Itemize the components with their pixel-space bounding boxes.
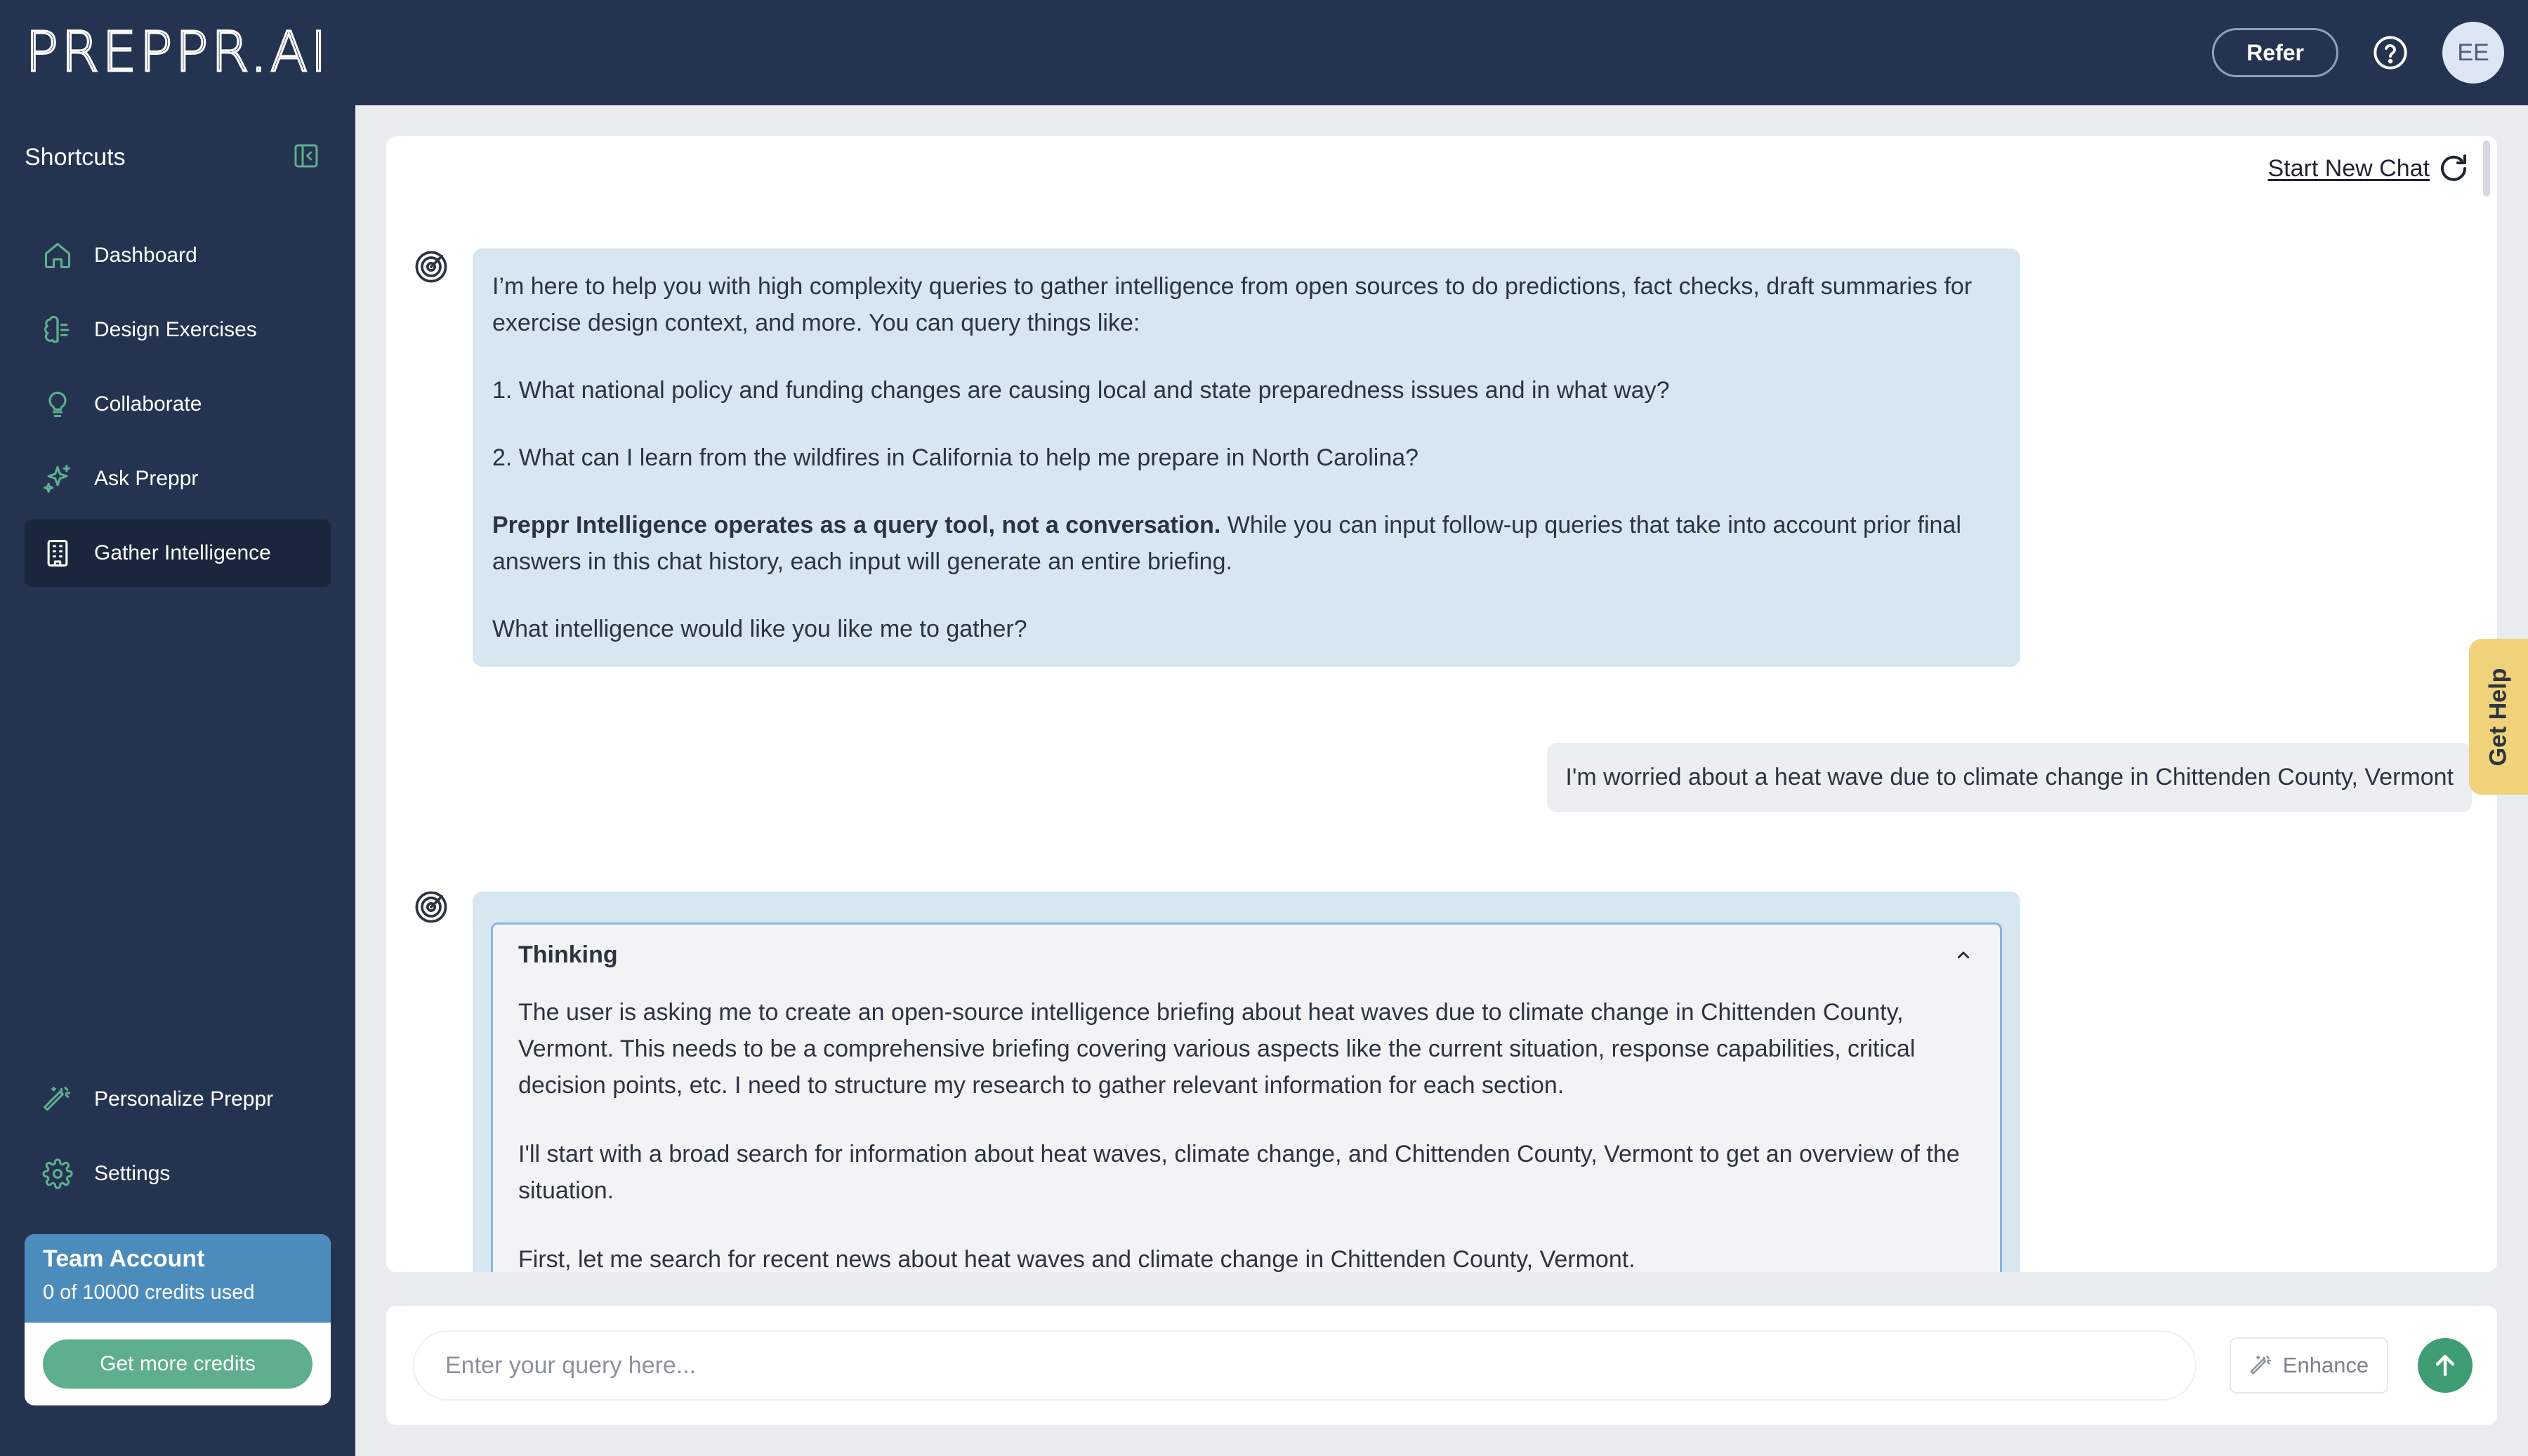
- sidebar-item-personalize-preppr[interactable]: [25, 1066, 331, 1133]
- credits-used-text: 0 of 10000 credits used: [43, 1281, 255, 1304]
- sidebar-item-settings[interactable]: [25, 1140, 331, 1207]
- sidebar-item-design-exercises[interactable]: [25, 296, 331, 364]
- send-button[interactable]: [2418, 1338, 2473, 1393]
- radar-bot-icon: [413, 249, 449, 285]
- sidebar-item-label: Ask Preppr: [94, 467, 199, 490]
- thinking-panel: [491, 922, 2002, 1272]
- sidebar-item-label: Personalize Preppr: [94, 1087, 274, 1111]
- intro-note-bold: Preppr Intelligence operates as a query tool, not a conversation.: [492, 512, 1221, 538]
- assistant-message-intro: [473, 249, 2020, 667]
- sparkles-icon: [42, 463, 73, 494]
- arrow-up-icon: [2430, 1350, 2461, 1381]
- sidebar-item-collaborate[interactable]: [25, 371, 331, 438]
- lightbulb-icon: [42, 389, 73, 420]
- get-help-tab[interactable]: [2469, 639, 2528, 795]
- thinking-header[interactable]: [518, 941, 1975, 969]
- radar-bot-icon: [413, 889, 449, 925]
- gear-icon: [42, 1158, 73, 1189]
- refer-button[interactable]: Refer: [2212, 28, 2338, 77]
- magic-wand-icon: [42, 1084, 73, 1115]
- user-avatar[interactable]: EE: [2442, 22, 2504, 84]
- enhance-label: Enhance: [2282, 1353, 2369, 1377]
- start-new-chat-label: Start New Chat: [2267, 154, 2430, 182]
- sidebar-title: Shortcuts: [25, 144, 126, 171]
- team-account-card: [25, 1234, 331, 1405]
- chat-panel: [386, 136, 2497, 1272]
- sidebar-item-label: Dashboard: [94, 244, 197, 267]
- thinking-paragraph: I'll start with a broad search for information about heat waves, climate change, and Chittenden County, Vermont to get an overview of the situation.: [518, 1141, 1960, 1204]
- magic-wand-icon: [2249, 1354, 2273, 1377]
- app-logo[interactable]: PREPPR.AI: [25, 21, 330, 84]
- thinking-paragraph: First, let me search for recent news about heat waves and climate change in Chittenden County, Vermont.: [518, 1246, 1635, 1272]
- top-header: [0, 0, 2528, 105]
- thinking-title: Thinking: [518, 941, 618, 968]
- team-account-title: Team Account: [43, 1245, 205, 1272]
- sidebar-item-ask-preppr[interactable]: [25, 445, 331, 512]
- user-message: I'm worried about a heat wave due to climate change in Chittenden County, Vermont: [1547, 743, 2472, 812]
- refresh-icon: [2437, 152, 2470, 185]
- start-new-chat-button[interactable]: [2267, 152, 2470, 185]
- assistant-message-thinking: [473, 892, 2020, 1272]
- enhance-button[interactable]: [2230, 1337, 2388, 1394]
- query-bar: [386, 1306, 2497, 1425]
- question-circle-icon[interactable]: [2372, 34, 2409, 71]
- intro-example-1: 1. What national policy and funding changes are causing local and state preparedness issues and in what way?: [492, 377, 1670, 404]
- team-account-header: [25, 1234, 331, 1323]
- sidebar-header: [25, 142, 320, 173]
- sidebar-item-label: Design Exercises: [94, 318, 257, 341]
- thinking-paragraph: The user is asking me to create an open-source intelligence briefing about heat waves due to climate change in Chittenden County, Vermont. This needs to be a comprehensive briefing covering various aspects like the current situation, response capabilities, critical decision points, etc. I need to structure my research to gather relevant information for each section.: [518, 999, 1916, 1099]
- intro-paragraph: I’m here to help you with high complexity queries to gather intelligence from open sources to do predictions, fact checks, draft summaries for exercise design context, and more. You can query things like:: [492, 273, 1973, 336]
- sidebar-item-gather-intelligence[interactable]: [25, 519, 331, 587]
- sidebar-item-label: Collaborate: [94, 392, 202, 416]
- chat-scrollbar[interactable]: [2483, 140, 2490, 197]
- building-icon: [42, 538, 73, 569]
- intro-note: [492, 507, 2001, 580]
- header-actions: [2212, 22, 2504, 84]
- intro-question: What intelligence would like you like me to gather?: [492, 616, 1027, 642]
- sidebar-item-label: Settings: [94, 1162, 171, 1185]
- query-input[interactable]: [413, 1330, 2197, 1401]
- chevron-up-icon[interactable]: [1952, 944, 1975, 967]
- intro-example-2: 2. What can I learn from the wildfires in California to help me prepare in North Carolina?: [492, 444, 1419, 471]
- collapse-sidebar-icon[interactable]: [292, 142, 320, 173]
- sidebar-item-dashboard[interactable]: [25, 222, 331, 289]
- get-help-label: Get Help: [2484, 668, 2512, 766]
- home-icon: [42, 240, 73, 271]
- intro-note-text: While you can input follow-up queries that take into account prior final answers in this chat history, each input will generate an entire briefing.: [492, 512, 1961, 575]
- sidebar: [0, 105, 355, 1456]
- get-more-credits-button[interactable]: Get more credits: [43, 1339, 312, 1389]
- brain-icon: [42, 315, 73, 345]
- sidebar-item-label: Gather Intelligence: [94, 541, 271, 564]
